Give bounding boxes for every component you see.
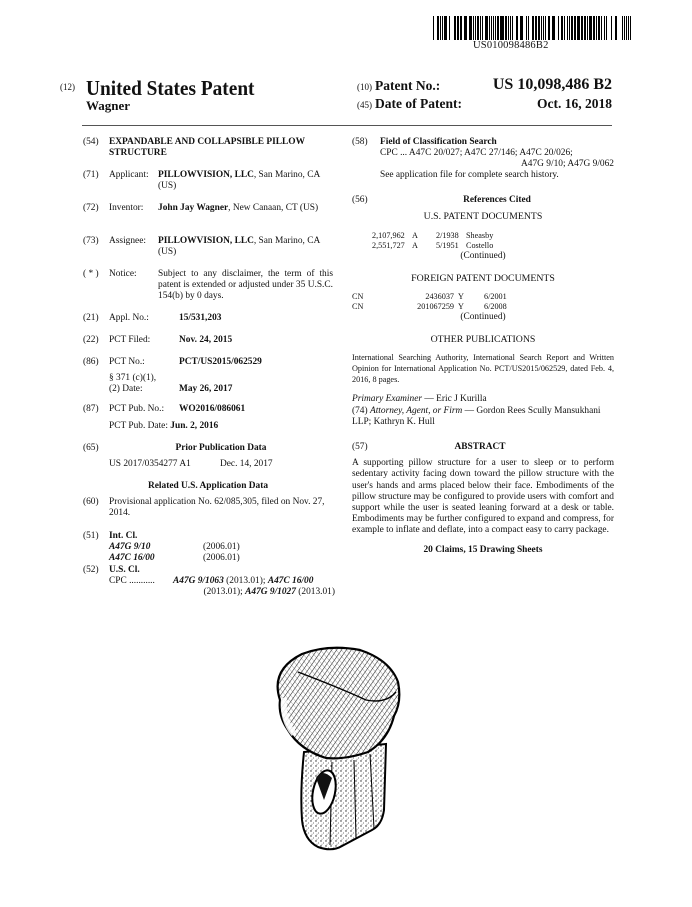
s371-date-label: (2) Date: [109,384,143,394]
related-heading-row [83,481,343,497]
applicant-name: PILLOWVISION, LLC [158,170,254,180]
cpc-version: (2013.01); [223,576,268,586]
appl-no-field [83,313,343,335]
barcode-bar [493,16,494,40]
provisional-field [83,497,343,531]
barcode-bar [569,16,570,40]
code-51: (51) [83,531,99,541]
pct-no-value: PCT/US2015/062529 [179,357,262,367]
code-52: (52) [83,565,99,575]
prior-pub-heading: Prior Publication Data [175,443,267,453]
barcode-bar [575,16,576,40]
barcode-bar [440,16,441,40]
barcode-bar [538,16,541,40]
patent-number: US 10,098,486 B2 [492,76,612,93]
pct-no-label: PCT No.: [109,357,145,367]
date-label: Date of Patent: [375,96,462,111]
foreign-doc-kind: Y [458,292,464,301]
notice-text: Subject to any disclaimer, the term of this patent is extended or adjusted under 35 U.S.C. 154(b) by 0 days. [158,269,333,302]
prior-pub-date: Dec. 14, 2017 [220,459,273,469]
s371-date-value: May 26, 2017 [179,384,233,394]
code-72: (72) [83,203,99,213]
appl-no-value: 15/531,203 [179,313,222,323]
inventor-name: John Jay Wagner [158,203,229,213]
examiner-name: — Eric J Kurilla [422,393,487,404]
foreign-doc-country: CN [352,292,364,301]
inventor-field [83,203,343,236]
barcode-bar [626,16,627,40]
code-58: (58) [352,137,368,147]
barcode-bar [545,16,546,40]
us-doc-num: 2,551,727 [372,240,405,250]
us-doc-date: 5/1951 [436,240,459,250]
barcode-bar [630,16,631,40]
barcode-bar [543,16,544,40]
barcode-bar [601,16,602,40]
barcode-bar [526,16,528,40]
barcode-bar [548,16,551,40]
barcode-bar [581,16,584,40]
barcode-bar [475,16,476,40]
us-doc-name: Costello [466,240,494,250]
applicant-field [83,170,343,203]
barcode-bar [491,16,492,40]
cpc-version: (2013.01) [295,587,335,597]
barcode-bar [604,16,605,40]
abstract-heading: ABSTRACT [454,442,506,453]
barcode-bar [593,16,594,40]
prior-pub-row [83,459,343,481]
patent-type-title: United States Patent [86,76,255,100]
barcode-bar [505,16,507,40]
header-divider [82,125,612,126]
assignee-label: Assignee: [109,236,146,246]
other-publications-heading: OTHER PUBLICATIONS [430,334,536,345]
field-search-heading: Field of Classification Search [380,137,497,147]
barcode-bar [449,16,450,40]
foreign-doc-date: 6/2001 [484,292,507,301]
pct-pub-date-field [83,421,343,443]
barcode-bar [444,16,447,40]
barcode-bar [611,16,612,40]
foreign-doc-country: CN [352,301,364,311]
barcode-bar [510,16,511,40]
inventor-label: Inventor: [109,203,144,213]
barcode-bar [541,16,542,40]
barcode-bar [508,16,509,40]
cpc-class: A47G 9/1027 [245,587,296,597]
field-search-cpc-cont: A47G 9/10; A47G 9/062 [521,159,614,169]
barcode-bar [477,16,478,40]
related-data-heading: Related U.S. Application Data [147,481,269,491]
abstract-text: A supporting pillow structure for a user to sleep or to perform sedentary activity facing down toward the pillow structure with the user's hands and arms placed below their face. Embodiments of the pillow structure may be configured to provide users with comfort and support while the user is seated leaning forward at a desk or table. Embodiments may be further configured to expand and compress, for example to inflate and deflate, into a compact easy to carry package. [352,458,614,536]
us-patent-docs-heading: U.S. PATENT DOCUMENTS [423,211,543,222]
patent-no-label: Patent No.: [375,78,441,93]
right-column [352,137,614,556]
barcode-bar [528,16,529,40]
pct-pub-no-value: WO2016/086061 [179,404,246,414]
int-cl-class: A47C 16/00 [109,553,155,563]
pct-no-field [83,357,343,373]
us-doc-name: Sheasby [466,231,494,240]
claims-count: 20 Claims, 15 Drawing Sheets [423,544,543,555]
code-54: (54) [83,137,99,147]
barcode-bar [624,16,625,40]
pct-pub-date-value: Jun. 2, 2016 [170,421,219,431]
applicant-label: Applicant: [109,170,149,180]
code-57: (57) [352,442,368,453]
abstract-heading-row [352,442,614,458]
barcode-bar [532,16,534,40]
int-cl-class: A47G 9/10 [109,542,151,552]
barcode-bar [465,16,466,40]
barcode-bar [594,16,595,40]
barcode-bar [478,16,479,40]
code-56: (56) [352,195,368,205]
examiner-label: Primary Examiner [352,393,423,404]
barcode-bar [473,16,474,40]
barcode-bar [442,16,443,40]
applicant-location: , San Marino, CA (US) [158,170,320,192]
code-45: (45) [357,100,372,110]
barcode-bar [520,16,523,40]
continued-link[interactable]: (Continued) [460,312,506,322]
other-publications-text: International Searching Authority, International Search Report and Written Opinion for International Application No. PCT/US2015/062529, dated Feb. 4, 2016, 8 pages. [352,353,614,385]
barcode-bar [485,16,488,40]
us-doc-kind: A [412,240,418,250]
pct-filed-label: PCT Filed: [109,335,151,345]
pillow-structure-drawing-icon [270,640,420,870]
header-left [60,80,75,98]
barcode-bar [482,16,483,40]
barcode-bar [598,16,600,40]
s371-field [83,373,343,404]
barcode-bar [622,16,623,40]
pct-filed-field [83,335,343,357]
barcode-bar [500,16,501,40]
notice-label: Notice: [109,269,137,279]
assignee-location: , San Marino, CA (US) [158,236,320,258]
barcode-bar [469,16,472,40]
us-cl-heading: U.S. Cl. [109,565,140,575]
cpc-class: A47G 9/1063 [173,576,224,586]
code-87: (87) [83,404,99,414]
foreign-patent-docs-heading: FOREIGN PATENT DOCUMENTS [411,273,555,284]
barcode-bar [561,16,564,40]
barcode [433,16,633,40]
barcode-bar [558,16,559,40]
us-doc-num: 2,107,962 [372,231,405,240]
inventor-location: , New Canaan, CT (US) [228,203,319,213]
pct-filed-value: Nov. 24, 2015 [179,335,233,345]
barcode-bar [606,16,608,40]
barcode-bar [454,16,457,40]
barcode-bar [501,16,504,40]
barcode-bar [495,16,496,40]
field-of-search [352,137,614,187]
barcode-bar [457,16,459,40]
left-column [83,137,343,601]
cpc-class: A47C 16/00 [267,576,314,586]
assignee-name: PILLOWVISION, LLC [158,236,254,246]
references-heading: References Cited [463,195,531,205]
barcode-bar [574,16,575,40]
code-86: (86) [83,357,99,367]
inventor-surname: Wagner [86,98,131,113]
title-field [83,137,343,165]
barcode-bar [433,16,434,40]
int-cl-field [83,531,343,565]
foreign-doc-date: 6/2008 [484,301,507,311]
notice-field [83,269,343,313]
pct-pub-date-label: PCT Pub. Date: [109,421,168,431]
barcode-bar [596,16,597,40]
barcode-bar [466,16,467,40]
pct-pub-no-label: PCT Pub. No.: [109,404,165,414]
us-doc-date: 2/1938 [436,231,459,240]
cpc-version: (2013.01); [203,587,246,597]
code-73: (73) [83,236,99,246]
int-cl-version: (2006.01) [203,542,240,552]
int-cl-version: (2006.01) [203,553,240,563]
prior-pub-number: US 2017/0354277 A1 [109,459,191,469]
code-60: (60) [83,497,99,507]
field-search-cpc: CPC ... A47C 20/027; A47C 27/146; A47C 20/026; [380,148,573,158]
assignee-field [83,236,343,269]
field-search-note: See application file for complete search history. [380,170,559,180]
barcode-number: US010098486B2 [473,40,549,51]
code-10: (10) [357,82,372,92]
code-notice: ( * ) [83,269,99,279]
code-12: (12) [60,82,75,92]
barcode-bar [535,16,537,40]
barcode-bar [589,16,592,40]
foreign-patent-docs-list [352,292,614,312]
continued-link[interactable]: (Continued) [460,251,506,261]
us-doc-kind: A [412,231,418,240]
barcode-bar [460,16,462,40]
barcode-bar [552,16,555,40]
barcode-bar [584,16,586,40]
foreign-doc-num: 2436037 [425,292,454,301]
references-heading-row [352,195,614,209]
code-65: (65) [83,443,99,453]
provisional-text: Provisional application No. 62/085,305, filed on Nov. 27, 2014. [109,497,325,519]
barcode-bar [497,16,499,40]
appl-no-label: Appl. No.: [109,313,149,323]
barcode-bar [567,16,568,40]
barcode-bar [628,16,629,40]
barcode-bar [489,16,491,40]
barcode-bar [437,16,439,40]
attorney-label: Attorney, Agent, or Firm [369,405,463,416]
barcode-bar [571,16,573,40]
barcode-bar [587,16,588,40]
barcode-bar [577,16,580,40]
code-21: (21) [83,313,99,323]
foreign-doc-num: 201067259 [417,301,454,311]
barcode-bar [564,16,565,40]
prior-pub-heading-row [83,443,343,459]
patent-date: Oct. 16, 2018 [537,96,612,111]
int-cl-heading: Int. Cl. [109,531,138,541]
us-cl-field [83,565,343,601]
barcode-bar [480,16,481,40]
code-71: (71) [83,170,99,180]
code-74: (74) [352,405,368,416]
barcode-bar [516,16,518,40]
cpc-label: CPC ........... [109,576,155,586]
s371-label: § 371 (c)(1), [109,373,157,383]
attorney-name: — Gordon Rees Scully Mansukhani LLP; Kathryn K. Hull [352,405,601,428]
foreign-doc-kind: Y [458,301,464,311]
barcode-bar [512,16,513,40]
us-patent-docs-list [352,231,614,251]
pct-pub-no-field [83,404,343,421]
code-22: (22) [83,335,99,345]
invention-title: EXPANDABLE AND COLLAPSIBLE PILLOW STRUCTURE [109,137,305,159]
barcode-bar [615,16,617,40]
